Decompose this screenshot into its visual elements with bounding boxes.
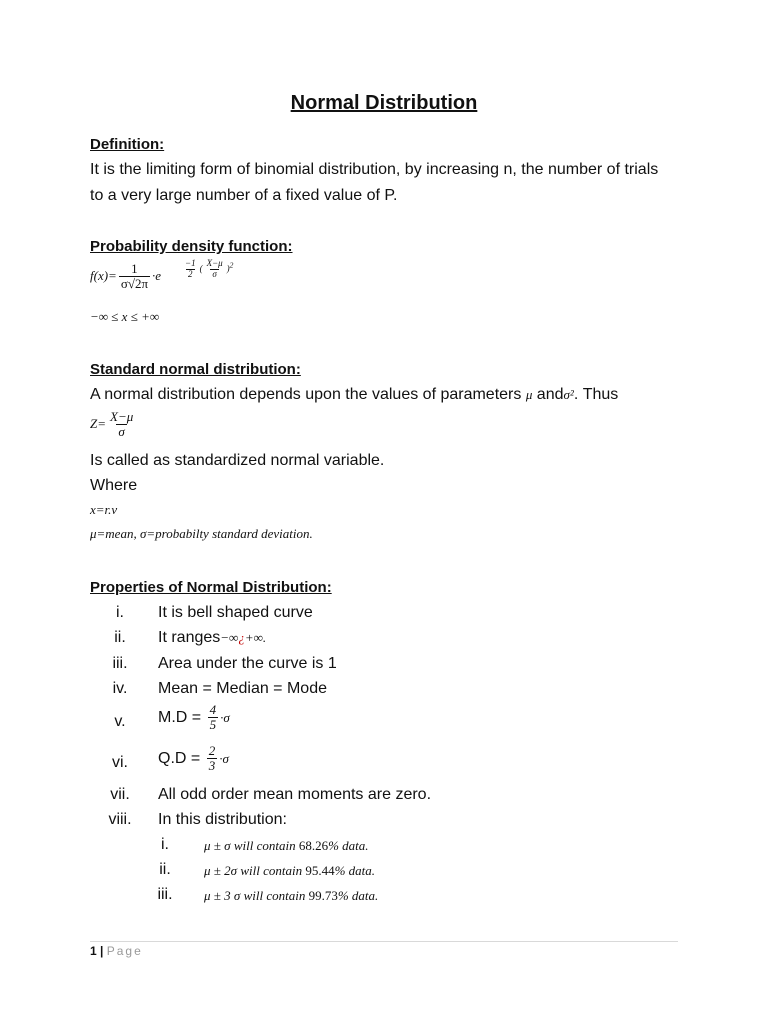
md-sigma: ·σ [220,710,230,726]
sub-text-c: % data. [334,863,376,878]
definition-line-2: to a very large number of a fixed value of P. [90,187,398,204]
z-den: σ [118,424,125,440]
sub-list-item-number: iii. [157,886,173,903]
pdf-formula [90,262,161,292]
standard-thus: . Thus [573,386,619,403]
pdf-fraction [119,262,150,292]
list-item-number: vii. [110,786,130,803]
list-item-text [158,744,229,774]
qd-label: Q.D = [158,750,205,768]
list-item-text: It is bell shaped curve [158,604,313,621]
inverted-question-glyph: ¿ [238,630,245,645]
page-footer [90,944,143,958]
list-item-number: iv. [112,680,128,697]
md-frac-den: 5 [209,717,217,733]
pdf-frac-num: 1 [131,261,138,276]
sub-text-a: μ ± 2σ will contain [204,863,306,878]
pdf-exp-den: 2 [188,268,193,279]
qd-fraction [207,744,218,774]
qd-sigma: ·σ [219,751,229,767]
pdf-range: −∞ ≤ x ≤ +∞ [90,309,160,324]
pdf-dot-e: ·e [152,267,162,283]
page-label: Page [106,944,143,958]
list-item-number: iii. [112,655,128,672]
properties-heading: Properties of Normal Distribution: [90,579,332,596]
z-lhs: Z= [90,415,107,431]
sub-text-b: 68.26 [298,838,329,853]
z-num: X−μ [110,409,134,424]
sigma-squared: σ² [563,387,574,402]
sub-text-a: μ ± σ will contain [204,838,299,853]
sub-list-item-text [204,863,375,879]
pdf-exp-fraction [183,259,198,280]
footer-separator: | [96,944,107,958]
pdf-exponent: $\frac{-1}{2}$ ( $\frac{X-\mu}{\sigma}$ )$^2$ [185,258,234,279]
md-frac-num: 4 [209,702,217,717]
md-fraction [208,703,219,733]
pdf-frac-den: σ√2π [120,276,149,292]
pdf-exp-paren-den: σ [212,268,217,279]
qd-frac-den: 3 [208,758,216,774]
qd-frac-num: 2 [208,743,216,758]
pdf-lhs: f(x)= [90,267,117,283]
sub-list-item-text [204,838,369,854]
z-fraction [108,410,135,440]
z-formula [90,410,137,440]
definition-line-1: It is the limiting form of binomial distribution, by increasing n, the number of trials [90,161,659,178]
list-item-number: vi. [112,754,128,771]
plus-infinity: +∞. [244,630,267,645]
list-item-text [158,629,266,647]
list-item-text: Area under the curve is 1 [158,655,337,672]
page-number: 1 [90,944,97,958]
list-item-text [158,703,230,733]
sub-text-c: % data. [337,888,379,903]
sub-text-c: % data. [328,838,369,853]
standard-heading: Standard normal distribution: [90,361,301,378]
page-title: Normal Distribution [290,92,478,114]
list-item-number: ii. [114,629,126,646]
sub-list-item-text [204,888,378,904]
standard-line-1-text: A normal distribution depends upon the values of parameters [90,386,526,403]
definition-x: x=r.v [90,502,118,517]
footer-rule [90,941,678,942]
sub-list-item-number: i. [161,836,169,853]
pdf-exp-power: 2 [229,260,234,270]
mu-symbol: μ [525,387,533,402]
pdf-exp-num: −1 [185,258,196,268]
list-item-text: All odd order mean moments are zero. [158,786,432,803]
standard-and: and [532,386,564,403]
standard-line-2: Is called as standardized normal variable. [90,452,385,469]
pdf-exp-paren-fraction [205,259,225,280]
list-item-text: Mean = Median = Mode [158,680,327,697]
definition-heading: Definition: [90,136,165,153]
list-item-number: v. [114,713,126,730]
list-item-text: In this distribution: [158,811,287,828]
standard-line-1 [90,386,618,404]
minus-infinity: −∞ [220,630,239,645]
list-item-number: viii. [108,811,132,828]
md-label: M.D = [158,709,206,727]
pdf-heading: Probability density function: [90,238,293,255]
sub-text-a: μ ± 3 σ will contain [204,888,309,903]
sub-list-item-number: ii. [159,861,171,878]
range-text: It ranges [158,629,221,646]
list-item-number: i. [116,604,124,621]
sub-text-b: 95.44 [305,863,335,878]
definition-mu-sigma: μ=mean, σ=probabilty standard deviation. [90,526,313,541]
pdf-exp-paren-num: X−μ [206,258,223,268]
where-label: Where [90,477,138,494]
sub-text-b: 99.73 [308,888,338,903]
